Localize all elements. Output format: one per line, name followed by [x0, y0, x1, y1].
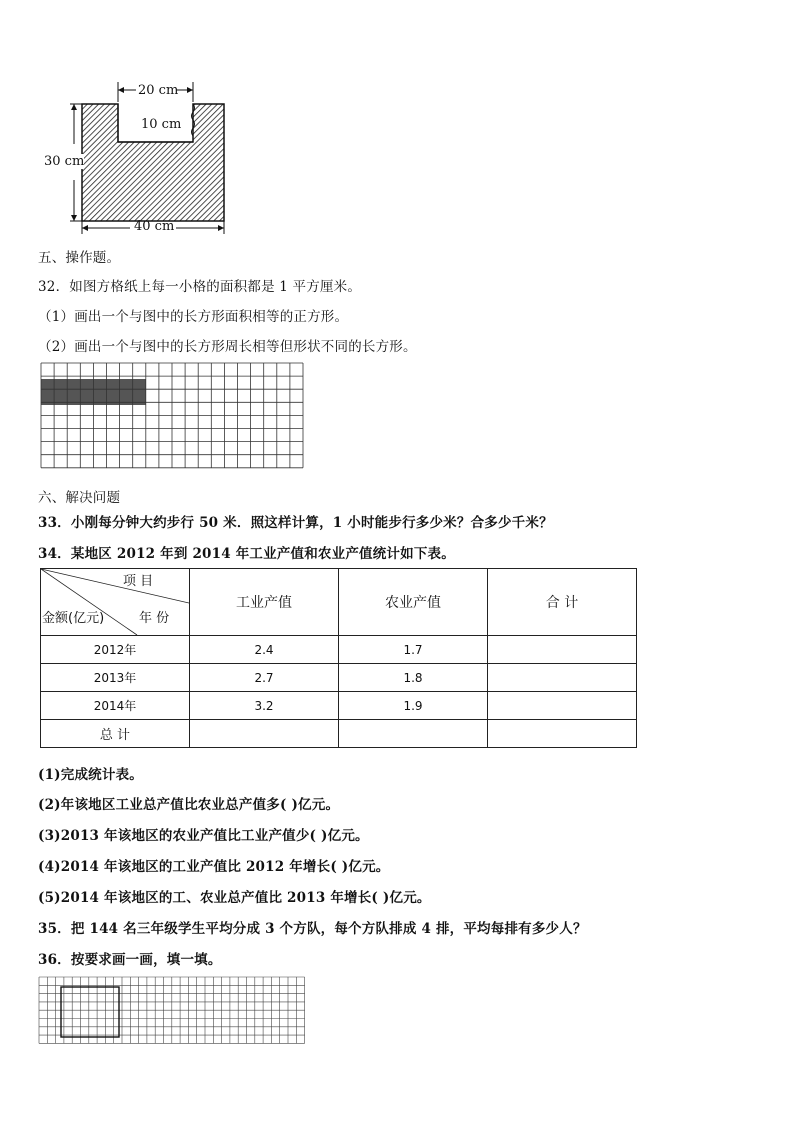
total-agriculture: [339, 720, 488, 748]
row-industry: 3.2: [190, 692, 339, 720]
section5-heading: 五、操作题。: [38, 250, 121, 266]
q34-part-5: (5)2014 年该地区的工、农业总产值比 2013 年增长( )亿元。: [38, 890, 431, 906]
total-industry: [190, 720, 339, 748]
table-row-total: [41, 720, 637, 748]
corner-top-label: 项 目: [123, 574, 154, 589]
total-total: [488, 720, 637, 748]
q34-part-3: (3)2013 年该地区的农业产值比工业产值少( )亿元。: [38, 828, 369, 844]
label-20cm: 20 cm: [138, 83, 179, 98]
corner-header-cell: [41, 569, 190, 636]
label-40cm: 40 cm: [134, 219, 175, 234]
section6-heading: 六、解决问题: [38, 490, 121, 506]
total-row-label: 总 计: [41, 720, 190, 748]
row-industry: 2.7: [190, 664, 339, 692]
question-34: 34．某地区 2012 年到 2014 年工业产值和农业产值统计如下表。: [38, 546, 455, 562]
row-total: [488, 664, 637, 692]
row-agriculture: 1.8: [339, 664, 488, 692]
row-agriculture: 1.9: [339, 692, 488, 720]
question-32-2: （2）画出一个与图中的长方形周长相等但形状不同的长方形。: [38, 339, 417, 355]
q34-part-2: (2)年该地区工业总产值比农业总产值多( )亿元。: [38, 797, 340, 813]
grid-paper-36: [38, 976, 306, 1048]
question-32-1: （1）画出一个与图中的长方形面积相等的正方形。: [38, 309, 349, 325]
question-35: 35．把 144 名三年级学生平均分成 3 个方队，每个方队排成 4 排，平均每排有多少人？: [38, 921, 587, 937]
question-36: 36．按要求画一画，填一填。: [38, 952, 222, 968]
label-10cm: 10 cm: [141, 117, 182, 132]
row-industry: 2.4: [190, 636, 339, 664]
question-32: 32．如图方格纸上每一小格的面积都是 1 平方厘米。: [38, 279, 362, 295]
row-agriculture: 1.7: [339, 636, 488, 664]
question-33: 33．小刚每分钟大约步行 50 米．照这样计算，1 小时能步行多少米？合多少千米？: [38, 515, 553, 531]
header-industry: 工业产值: [190, 569, 339, 636]
header-agriculture: 农业产值: [339, 569, 488, 636]
table-row: [41, 664, 637, 692]
row-year: 2012年: [41, 636, 190, 664]
header-total: 合 计: [488, 569, 637, 636]
label-30cm: 30 cm: [44, 154, 85, 169]
stats-table: [40, 568, 637, 748]
row-year: 2014年: [41, 692, 190, 720]
table-row: [41, 636, 637, 664]
grid-paper-32: [40, 362, 304, 472]
table-row: [41, 692, 637, 720]
row-total: [488, 636, 637, 664]
corner-right-label: 年 份: [139, 611, 170, 626]
row-total: [488, 692, 637, 720]
corner-left-label: 金额(亿元): [42, 611, 105, 626]
drawn-rectangle: [61, 987, 119, 1037]
q34-part-4: (4)2014 年该地区的工业产值比 2012 年增长( )亿元。: [38, 859, 390, 875]
row-year: 2013年: [41, 664, 190, 692]
q34-part-1: (1)完成统计表。: [38, 767, 143, 783]
